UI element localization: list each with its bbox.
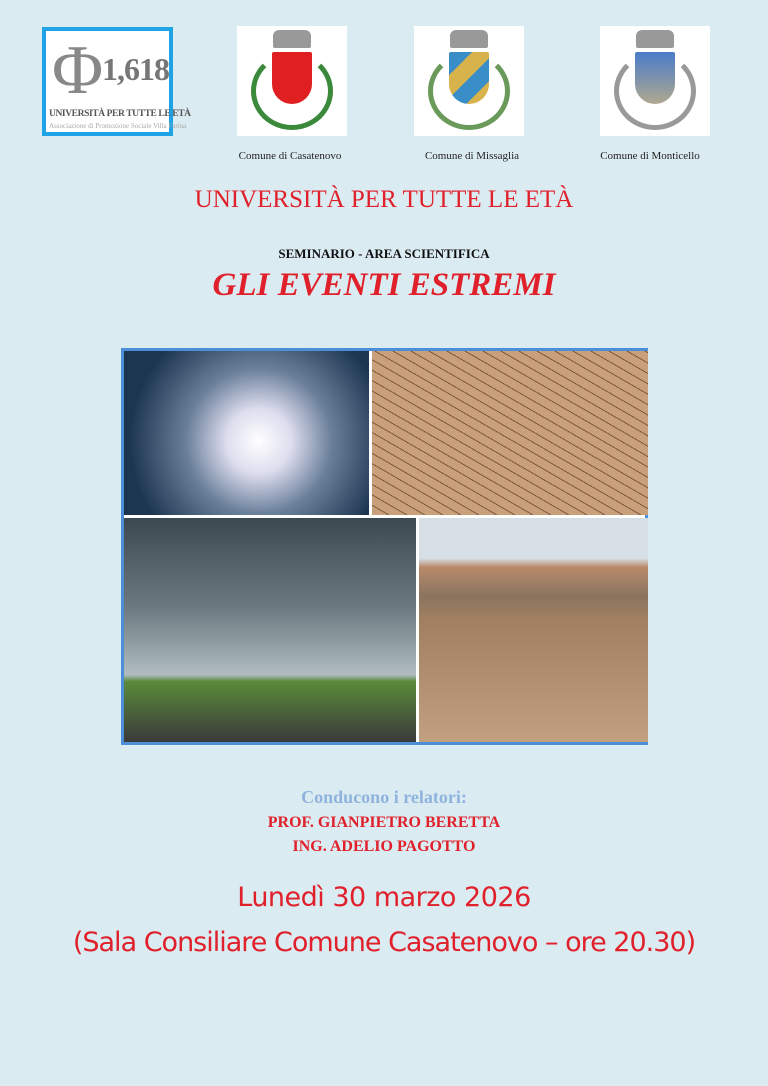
caption-monticello: Comune di Monticello — [600, 150, 700, 162]
tornado-photo — [124, 518, 416, 742]
logo-text: UNIVERSITÀ PER TUTTE LE ETÀ — [49, 109, 191, 119]
flood-photo — [419, 518, 648, 742]
event-date: Lunedì 30 marzo 2026 — [237, 882, 531, 913]
logo-number: 1,618 — [102, 51, 169, 87]
logo-subtext: Associazione di Promozione Sociale Villa Farina — [49, 122, 187, 130]
event-title: GLI EVENTI ESTREMI — [212, 267, 556, 303]
seminar-subtitle: SEMINARIO - AREA SCIENTIFICA — [278, 246, 490, 261]
missaglia-crest — [414, 26, 524, 136]
monticello-crest — [600, 26, 710, 136]
casatenovo-crest — [237, 26, 347, 136]
universita-logo — [42, 27, 191, 136]
photo-collage — [121, 348, 648, 745]
hurricane-photo — [124, 351, 369, 515]
event-location: (Sala Consiliare Comune Casatenovo – ore 20.30) — [72, 927, 696, 958]
speakers-label: Conducono i relatori: — [301, 787, 467, 807]
drought-photo — [372, 351, 648, 515]
speaker-2: ING. ADELIO PAGOTTO — [292, 838, 476, 855]
caption-missaglia: Comune di Missaglia — [424, 150, 520, 162]
phi-symbol: Φ — [52, 32, 104, 109]
speaker-1: PROF. GIANPIETRO BERETTA — [267, 814, 501, 831]
main-title: UNIVERSITÀ PER TUTTE LE ETÀ — [194, 186, 574, 213]
caption-casatenovo: Comune di Casatenovo — [238, 150, 342, 162]
